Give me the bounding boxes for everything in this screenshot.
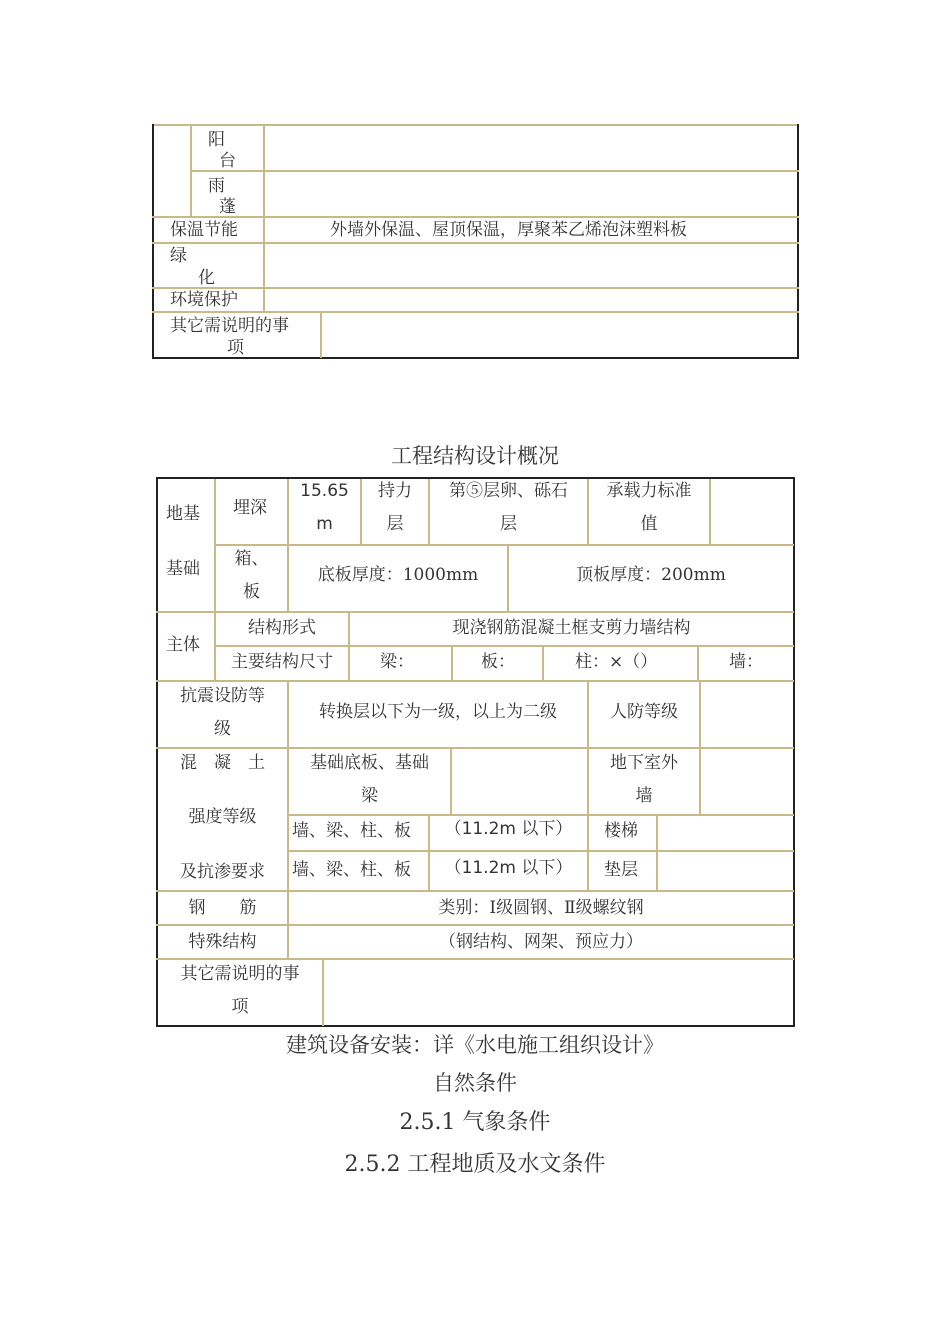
depth-unit: m bbox=[316, 514, 333, 534]
upper-members-label: 墙、梁、柱、板 bbox=[292, 821, 411, 841]
table-gridline bbox=[587, 816, 589, 891]
table-gridline bbox=[451, 646, 453, 681]
greening-label: 化 bbox=[198, 268, 215, 288]
table-gridline bbox=[152, 287, 799, 289]
other-notes-label: 项 bbox=[231, 997, 249, 1017]
geology-hydrology-heading: 2.5.2 工程地质及水文条件 bbox=[344, 1152, 606, 1177]
main-dimensions-label: 主要结构尺寸 bbox=[231, 652, 333, 672]
seismic-grade-label: 级 bbox=[214, 719, 231, 739]
env-protection-label: 环境保护 bbox=[170, 290, 238, 310]
table-gridline bbox=[190, 170, 799, 172]
table-gridline bbox=[156, 924, 794, 926]
top-slab-thickness: 顶板厚度：200mm bbox=[576, 565, 726, 585]
table-border bbox=[793, 477, 795, 1027]
foundation-slab-beam-label: 梁 bbox=[361, 786, 378, 806]
bearing-layer-value: 层 bbox=[500, 514, 517, 534]
special-structure-label: 特殊结构 bbox=[188, 932, 257, 952]
main-body-label: 主体 bbox=[166, 635, 200, 655]
weather-conditions-heading: 2.5.1 气象条件 bbox=[399, 1110, 551, 1135]
bearing-capacity-label: 承载力标准 bbox=[606, 481, 692, 501]
steel-label: 钢 筋 bbox=[188, 898, 257, 918]
foundation-label: 基础 bbox=[166, 559, 200, 579]
lower-members-range: （11.2m 以下） bbox=[444, 858, 573, 878]
structure-form-label: 结构形式 bbox=[248, 618, 316, 638]
box-slab-label: 板 bbox=[243, 582, 260, 602]
other-notes-label: 其它需说明的事 bbox=[170, 316, 289, 336]
seismic-grade-value: 转换层以下为一级，以上为二级 bbox=[319, 702, 557, 722]
table-gridline bbox=[288, 850, 794, 852]
basement-wall-label: 墙 bbox=[635, 786, 653, 806]
beam-dimension: 梁： bbox=[380, 652, 414, 672]
seismic-grade-label: 抗震设防等 bbox=[180, 686, 265, 706]
depth-label: 埋深 bbox=[233, 498, 267, 518]
cell-balcony: 台 bbox=[219, 151, 236, 171]
table-gridline bbox=[709, 479, 711, 545]
slab-dimension: 板： bbox=[481, 652, 515, 672]
table-gridline bbox=[152, 311, 799, 313]
bearing-layer-value: 第⑤层卵、砾石 bbox=[449, 481, 568, 501]
special-structure-value: （钢结构、网架、预应力） bbox=[439, 932, 643, 952]
civil-defense-label: 人防等级 bbox=[610, 702, 678, 722]
table-gridline bbox=[263, 126, 265, 312]
table-gridline bbox=[288, 814, 794, 816]
stairs-label: 楼梯 bbox=[604, 821, 638, 841]
bottom-slab-thickness: 底板厚度：1000mm bbox=[317, 565, 479, 585]
upper-members-range: （11.2m 以下） bbox=[444, 819, 573, 839]
table-gridline bbox=[320, 312, 322, 358]
table-gridline bbox=[156, 611, 794, 613]
table-gridline bbox=[152, 242, 799, 244]
concrete-grade-label: 强度等级 bbox=[188, 807, 257, 827]
table-gridline bbox=[322, 960, 324, 1026]
lower-members-label: 墙、梁、柱、板 bbox=[292, 860, 411, 880]
table-gridline bbox=[542, 646, 544, 681]
box-slab-label: 箱、 bbox=[234, 549, 269, 569]
table-gridline bbox=[656, 816, 658, 891]
other-notes-label: 项 bbox=[227, 338, 244, 358]
insulation-value: 外墙外保温、屋顶保温，厚聚苯乙烯泡沫塑料板 bbox=[330, 220, 687, 240]
steel-value: 类别：Ⅰ级圆钢、Ⅱ级螺纹钢 bbox=[438, 898, 644, 918]
cell-canopy: 雨 bbox=[208, 176, 225, 196]
column-dimension: 柱：×（） bbox=[575, 652, 658, 672]
structure-form-value: 现浇钢筋混凝土框支剪力墙结构 bbox=[452, 618, 691, 638]
cell-canopy: 蓬 bbox=[219, 197, 236, 217]
depth-value: 15.65 bbox=[300, 481, 349, 501]
greening-label: 绿 bbox=[170, 246, 187, 266]
natural-conditions-heading: 自然条件 bbox=[433, 1071, 517, 1095]
other-notes-label: 其它需说明的事 bbox=[180, 964, 300, 984]
foundation-slab-beam-label: 基础底板、基础 bbox=[310, 753, 429, 773]
bearing-capacity-label: 值 bbox=[640, 514, 658, 534]
concrete-grade-label: 及抗渗要求 bbox=[180, 862, 265, 882]
bearing-layer-label: 持力 bbox=[378, 481, 412, 501]
table-gridline bbox=[214, 645, 794, 647]
cell-balcony: 阳 bbox=[208, 130, 225, 150]
insulation-label: 保温节能 bbox=[170, 220, 238, 240]
wall-dimension: 墙： bbox=[729, 652, 763, 672]
table-gridline bbox=[348, 646, 350, 681]
structure-section-title: 工程结构设计概况 bbox=[391, 444, 559, 468]
table-gridline bbox=[697, 646, 699, 681]
table-gridline bbox=[156, 890, 794, 892]
table-border bbox=[156, 1025, 795, 1027]
concrete-grade-label: 混 凝 土 bbox=[180, 753, 265, 773]
table-gridline bbox=[152, 216, 799, 218]
table-gridline bbox=[450, 749, 452, 815]
table-gridline bbox=[214, 544, 794, 546]
basement-wall-label: 地下室外 bbox=[610, 753, 678, 773]
foundation-label: 地基 bbox=[166, 504, 200, 524]
bearing-layer-label: 层 bbox=[386, 514, 404, 534]
table-gridline bbox=[699, 682, 701, 815]
table-border bbox=[152, 357, 799, 359]
table-border bbox=[152, 124, 799, 126]
equipment-install-note: 建筑设备安装：详《水电施工组织设计》 bbox=[286, 1033, 664, 1057]
cushion-label: 垫层 bbox=[604, 860, 638, 880]
